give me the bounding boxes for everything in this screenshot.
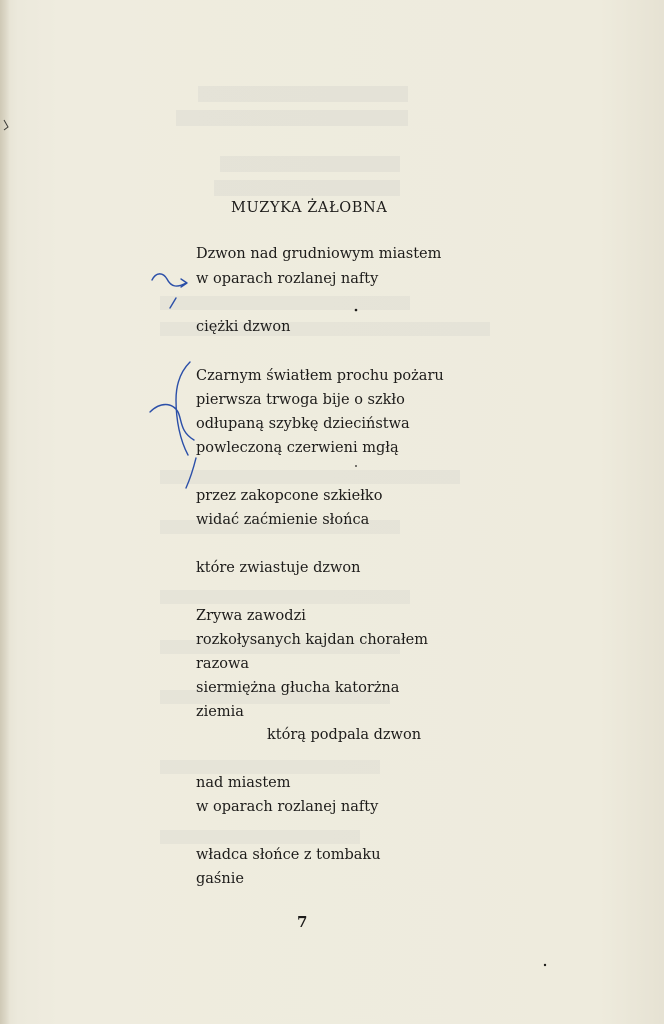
poem-line: przez zakopcone szkiełko	[196, 488, 383, 504]
poem-line: widać zaćmienie słońca	[196, 512, 370, 528]
poem-line: w oparach rozlanej nafty	[196, 799, 379, 815]
ink-tick-mark	[170, 298, 176, 308]
page-number: 7	[297, 913, 308, 931]
poem-line: rozkołysanych kajdan chorałem	[196, 632, 428, 648]
poem-line: w oparach rozlanej nafty	[196, 271, 379, 287]
poem-line: którą podpala dzwon	[267, 727, 422, 743]
ink-dot	[544, 964, 546, 966]
poem-line: pierwsza trwoga bije o szkło	[196, 392, 405, 408]
ink-bracket-mark	[176, 362, 190, 455]
poem-line: które zwiastuje dzwon	[196, 560, 361, 576]
ink-insert-mark	[150, 405, 194, 441]
poem-line: Dzwon nad grudniowym miastem	[196, 246, 442, 262]
poem-line: gaśnie	[196, 871, 244, 887]
poem-line: siermiężna głucha katorżna	[196, 680, 400, 696]
poem-line: odłupaną szybkę dzieciństwa	[196, 416, 410, 432]
poem-line: razowa	[196, 656, 250, 672]
ink-arrow-tip	[181, 279, 187, 287]
ink-slash-mark	[186, 458, 196, 488]
ink-tilde-mark	[152, 274, 186, 286]
poem-line: władca słońce z tombaku	[196, 847, 381, 863]
poem-line: nad miastem	[196, 775, 291, 791]
poem-line: Czarnym światłem prochu pożaru	[196, 368, 444, 384]
poem-line: Zrywa zawodzi	[196, 608, 306, 624]
ink-dot	[355, 465, 357, 467]
poem-line: ciężki dzwon	[196, 319, 291, 335]
binding-shadow	[0, 0, 10, 1024]
ink-dot	[355, 309, 358, 312]
poem-title: MUZYKA ŻAŁOBNA	[231, 200, 388, 216]
poem-line: ziemia	[196, 704, 244, 720]
poem-line: powleczoną czerwieni mgłą	[196, 440, 399, 456]
